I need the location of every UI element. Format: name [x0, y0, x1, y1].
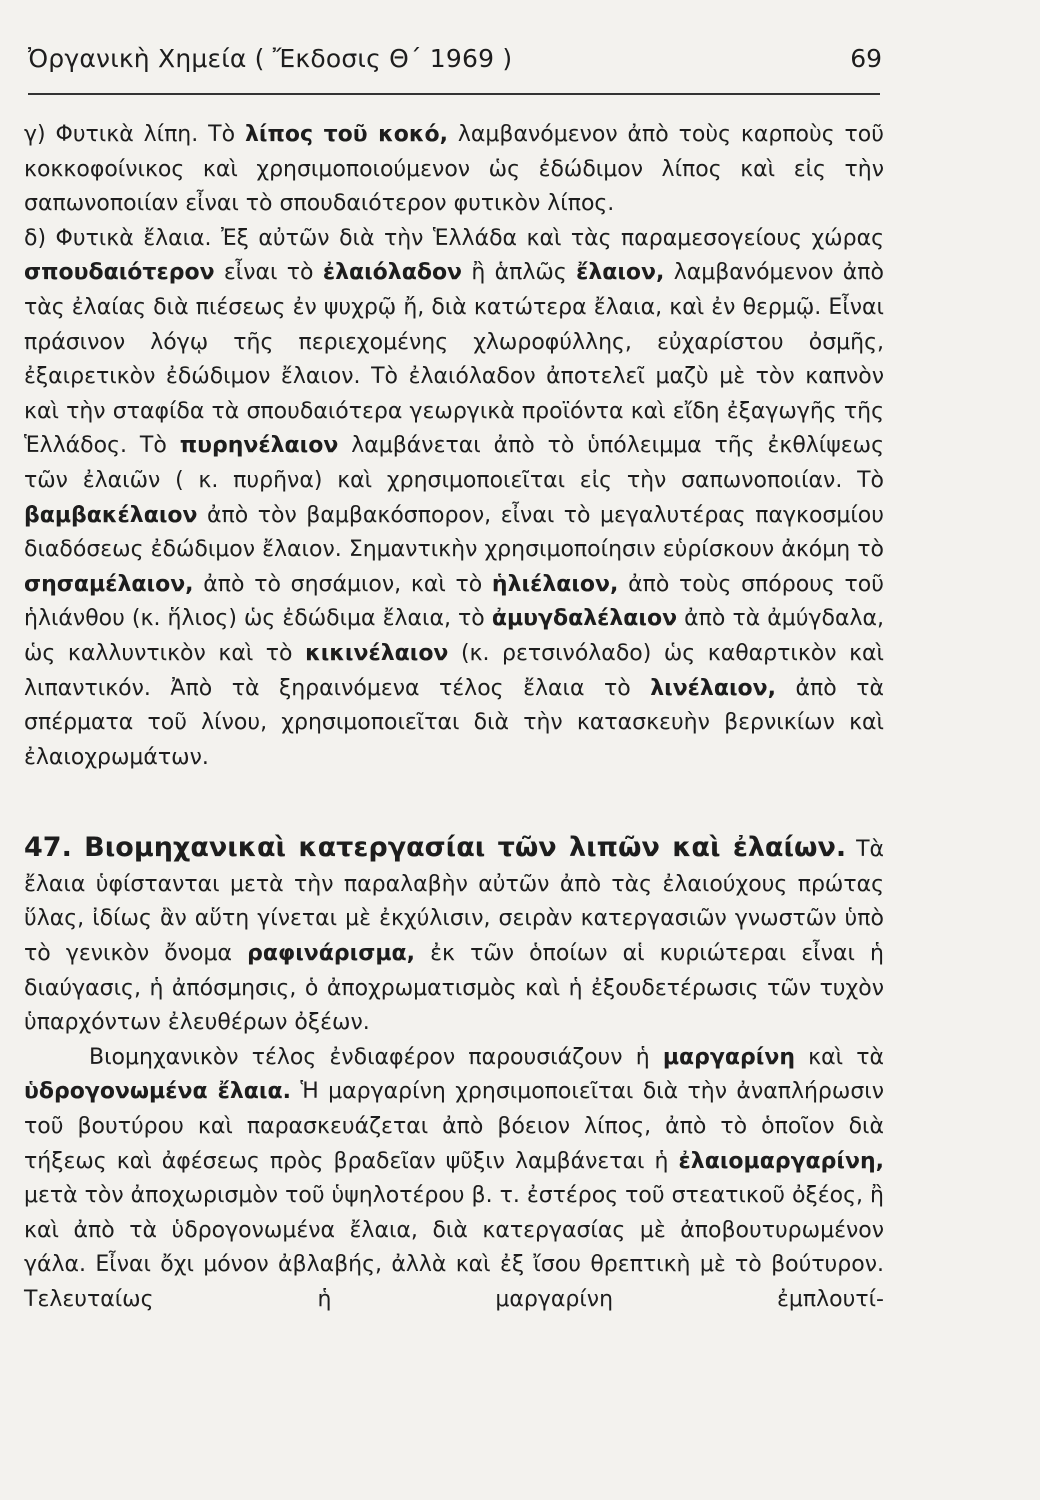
term-castor-oil: κικινέλαιον: [305, 640, 449, 666]
running-head: Ὀργανικὴ Χημεία ( Ἔκδοσις Θ΄ 1969 ): [28, 44, 513, 73]
term-oleomargarine: ἐλαιομαργαρίνη,: [678, 1148, 884, 1174]
term-almond-oil: ἀμυγδαλέλαιον: [491, 606, 678, 632]
term-pomace-oil: πυρηνέλαιον: [179, 433, 339, 459]
term-linseed-oil: λινέλαιον,: [650, 675, 776, 701]
section-heading: 47. Βιομηχανικαὶ κατεργασίαι τῶν λιπῶν καὶ ἐλαίων.: [24, 832, 847, 864]
term-margarine: μαργαρίνη: [662, 1044, 795, 1070]
term-important: σπουδαιότερον: [24, 260, 215, 286]
term-cottonseed-oil: βαμβακέλαιον: [24, 502, 198, 528]
term-refining: ραφινάρισμα,: [247, 941, 415, 967]
paragraph-plant-oils: δ) Φυτικὰ ἔλαια. Ἐξ αὐτῶν διὰ τὴν Ἑλλάδα καὶ τὰς παραμεσογείους χώρας σπουδαιότερον εἶναι τὸ ἐλαιόλαδον ἢ ἁπλῶς ἔλαιον, λαμβανόμενον ἀπὸ τὰς ἐλαίας διὰ πιέσεως ἐν ψυχρῷ ἤ, διὰ κατώτερα ἔλαια, καὶ ἐν θερμῷ. Εἶναι πράσινον λόγῳ τῆς περιεχομένης χλωροφύλλης, εὐχαρίστου ὀσμῆς, ἐξαιρετικὸν ἐδώδιμον ἔλαιον. Τὸ ἐλαιόλαδον ἀποτελεῖ μαζὺ μὲ τὸν καπνὸν καὶ τὴν σταφίδα τὰ σπουδαιότερα γεωργικὰ προϊόντα καὶ εἴδη ἐξαγωγῆς τῆς Ἑλλάδος. Τὸ πυρηνέλαιον λαμβάνεται ἀπὸ τὸ ὑπόλειμμα τῆς ἐκθλίψεως τῶν ἐλαιῶν ( κ. πυρῆνα) καὶ χρησιμοποιεῖται εἰς τὴν σαπωνοποιίαν. Τὸ βαμβακέλαιον ἀπὸ τὸν βαμβακόσπορον, εἶναι τὸ μεγαλυτέρας παγκοσμίου διαδόσεως ἐδώδιμον ἔλαιον. Σημαντικὴν χρησιμοποίησιν εὑρίσκουν ἀκόμη τὸ σησαμέλαιον, ἀπὸ τὸ σησάμιον, καὶ τὸ ἡλιέλαιον, ἀπὸ τοὺς σπόρους τοῦ ἡλιάνθου (κ. ἥλιος) ὡς ἐδώδιμα ἔλαια, τὸ ἀμυγδαλέλαιον ἀπὸ τὰ ἀμύγδαλα, ὡς καλλυντικὸν καὶ τὸ κικινέλαιον (κ. ρετσινόλαδο) ὡς καθαρτικὸν καὶ λιπαντικόν. Ἀπὸ τὰ ξηραινόμενα τέλος ἔλαια τὸ λινέλαιον, ἀπὸ τὰ σπέρματα τοῦ λίνου, χρησιμοποιεῖται διὰ τὴν κατασκευὴν βερνικίων καὶ ἐλαιοχρωμάτων.: [24, 225, 884, 770]
term-olive-oil: ἐλαιόλαδον: [322, 260, 463, 286]
header-rule: [28, 93, 880, 95]
paragraph-section-47: 47. Βιομηχανικαὶ κατεργασίαι τῶν λιπῶν καὶ ἐλαίων. Τὰ ἔλαια ὑφίστανται μετὰ τὴν παραλαβὴν αὐτῶν ἀπὸ τὰς ἐλαιούχους πρώτας ὕλας, ἰδίως ἂν αὕτη γίνεται μὲ ἐκχύλισιν, σειρὰν κατεργασιῶν γνωστῶν ὑπὸ τὸ γενικὸν ὄνομα ραφινάρισμα, ἐκ τῶν ὁποίων αἱ κυριώτεραι εἶναι ἡ διαύγασις, ἡ ἀπόσμησις, ὁ ἀποχρωματισμὸς καὶ ἡ ἐξουδετέρωσις τῶν τυχὸν ὑπαρχόντων ἐλευθέρων ὀξέων.: [24, 832, 885, 1036]
page-body: [24, 118, 884, 1318]
paragraph-margarine: Βιομηχανικὸν τέλος ἐνδιαφέρον παρουσιάζουν ἡ μαργαρίνη καὶ τὰ ὑδρογονωμένα ἔλαια. Ἡ μαργαρίνη χρησιμοποιεῖται διὰ τὴν ἀναπλήρωσιν τοῦ βουτύρου καὶ παρασκευάζεται ἀπὸ βόειον λίπος, ἀπὸ τὸ ὁποῖον διὰ τήξεως καὶ ἀφέσεως πρὸς βραδεῖαν ψῦξιν λαμβάνεται ἡ ἐλαιομαργαρίνη, μετὰ τὸν ἀποχωρισμὸν τοῦ ὑψηλοτέρου β. τ. ἐστέρος τοῦ στεατικοῦ ὀξέος, ἢ καὶ ἀπὸ τὰ ὑδρογονωμένα ἔλαια, διὰ κατεργασίας μὲ ἀποβουτυρωμένον γάλα. Εἶναι ὄχι μόνον ἀβλαβής, ἀλλὰ καὶ ἐξ ἴσου θρεπτικὴ μὲ τὸ βούτυρον. Τελευταίως ἡ μαργαρίνη ἐμπλουτί-: [24, 1044, 885, 1312]
page-number: 69: [850, 44, 882, 73]
term-coconut-fat: λίπος τοῦ κοκό,: [244, 122, 448, 147]
term-sesame-oil: σησαμέλαιον,: [24, 571, 194, 597]
term-hydrogenated-oils: ὑδρογονωμένα ἔλαια.: [24, 1079, 291, 1105]
term-sunflower-oil: ἡλιέλαιον,: [491, 571, 619, 597]
paragraph-plant-fats: γ) Φυτικὰ λίπη. Τὸ λίπος τοῦ κοκό, λαμβανόμενον ἀπὸ τοὺς καρποὺς τοῦ κοκκοφοίνικος καὶ χρησιμοποιούμενον ὡς ἐδώδιμον λίπος καὶ εἰς τὴν σαπωνοποιίαν εἶναι τὸ σπουδαιότερον φυτικὸν λίπος.: [24, 122, 884, 217]
term-oil: ἔλαιον,: [576, 260, 665, 286]
section-gap: [24, 775, 884, 831]
